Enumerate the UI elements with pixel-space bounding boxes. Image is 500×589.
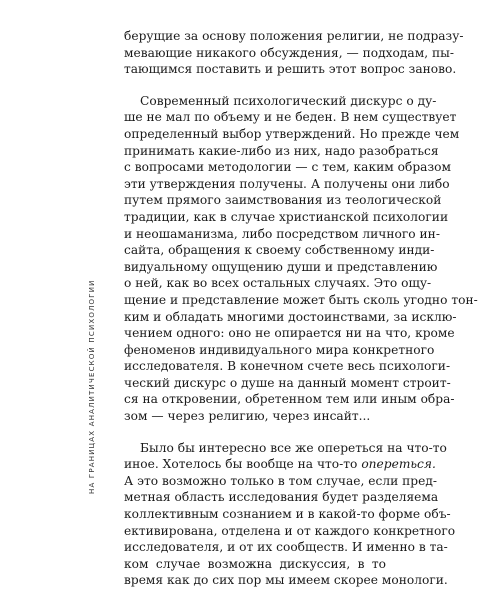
- text-line: определенный выбор утверждений. Но прежде чем: [124, 126, 460, 141]
- text-line: тающимся поставить и решить этот вопрос заново.: [124, 62, 457, 77]
- text-line: Было бы интересно все же опереться на что-то: [140, 440, 447, 455]
- text-line: традиции, как в случае христианской психологии: [124, 209, 449, 224]
- running-head: НА ГРАНИЦАХ АНАЛИТИЧЕСКОЙ ПСИХОЛОГИИ: [88, 279, 96, 494]
- paragraph-gap: [124, 78, 386, 93]
- text-line: о ней, как во всех остальных случаях. Это ощу-: [124, 276, 432, 291]
- main-text: [124, 28, 478, 589]
- text-line: зом — через религию, через инсайт...: [124, 409, 371, 424]
- text-line: берущие за основу положения религии, не подразу-: [124, 29, 464, 43]
- text-line: чением одного: оно не опирается ни на что, кроме: [124, 326, 455, 341]
- paragraph-1: [124, 28, 464, 78]
- text-line: исследователя, и от их сообществ. И именно в та-: [124, 540, 448, 555]
- text-line: щение и представление может быть сколь угодно тон-: [124, 292, 478, 307]
- text-line: путем прямого заимствования из теологической: [124, 193, 442, 208]
- text-line: [124, 456, 436, 473]
- text-line: принимать какие-либо из них, надо разобраться: [124, 143, 439, 158]
- text-line: ческий дискурс о душе на данный момент строит-: [124, 375, 451, 390]
- text-line: ся на откровении, обретенном тем или иным обра-: [124, 392, 455, 407]
- text-line: исследователя. В конечном счете весь психологи-: [124, 359, 451, 374]
- paragraph-3: [124, 440, 456, 589]
- paragraph-gap: [124, 425, 386, 440]
- text-line: эти утверждения получены. А получены они либо: [124, 176, 450, 191]
- text-line: и неошаманизма, либо посредством личного ин-: [124, 226, 440, 241]
- paragraph-2: [124, 93, 478, 425]
- text-line: ким и обладать многими достоинствами, за исклю-: [124, 309, 457, 324]
- text-line: время как до сих пор мы имеем скорее монологи.: [124, 573, 448, 588]
- text-line: с вопросами методологии — с тем, каким образом: [124, 160, 451, 175]
- text-line: коллективным сознанием и в какой-то форме объ-: [124, 507, 451, 522]
- text-line: А это возможно только в том случае, если пред-: [124, 473, 438, 488]
- text-line: мевающие никакого обсуждения, — подходам, пы-: [124, 45, 455, 60]
- text-line: метная область исследования будет разделяема: [124, 490, 439, 505]
- text-line: Современный психологический дискурс о ду-: [140, 93, 437, 108]
- text-line: ше не мал по объему и не беден. В нем существует: [124, 110, 457, 125]
- text-fragment: иное. Хотелось бы вообще на что-то: [124, 457, 362, 472]
- emphasized-word: опереться.: [361, 457, 436, 472]
- text-line: феноменов индивидуального мира конкретного: [124, 342, 435, 357]
- text-line: ком случае возможна дискуссия, в то: [124, 556, 386, 571]
- text-line: видуальному ощущению души и представлению: [124, 259, 438, 274]
- text-line: ективирована, отделена и от каждого конкретного: [124, 523, 456, 538]
- text-line: сайта, обращения к своему собственному инди-: [124, 243, 435, 258]
